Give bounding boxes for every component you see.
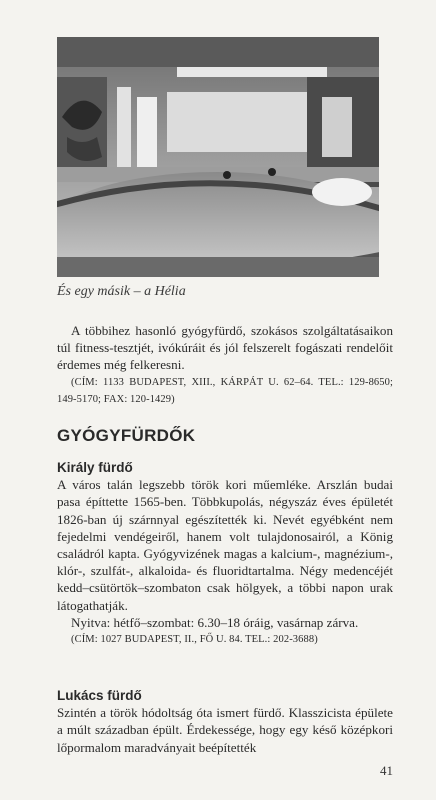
kiraly-paragraph: A város talán legszebb török kori műemléke. Arszlán budai pasa építtette 1565-ben. Többkupolás, négyszáz éves épületét 1826-ban új szárnnyal egészítették ki. Nevét egyébként nem fejedelmi vendégeiről, hanem volt tulajdonosairól, a König családról kapta. Gyógyvizének magas a kalcium-, magnézium-, klór-, szulfát-, alkaloida- és fluoridtartalma. Négy medencéjét kedd–csütörtök–szombaton csak hölgyek, a többi napon urak látogathatják.	[57, 477, 393, 613]
page-number: 41	[380, 763, 393, 778]
kiraly-hours: Nyitva: hétfő–szombat: 6.30–18 óráig, vasárnap zárva.	[71, 614, 359, 630]
lukacs-paragraph: Szintén a török hódoltság óta ismert fürdő. Klasszicista épülete a múlt században épült. Érdekessége, hogy egy késő középkori lőpormalom maradványait beépítették	[57, 705, 393, 755]
kiraly-block	[57, 459, 393, 648]
intro-address: (CÍM: 1133 BUDAPEST, XIII., KÁRPÁT U. 62–64. TEL.: 129-8650; 149-5170; FAX: 120-1429)	[57, 376, 393, 405]
lukacs-block	[57, 687, 393, 756]
indoor-pool-image	[57, 37, 379, 277]
lukacs-title: Lukács fürdő	[57, 688, 142, 703]
section-title: GYÓGYFÜRDŐK	[57, 426, 196, 445]
intro-block	[57, 322, 393, 408]
kiraly-address: (CÍM: 1027 BUDAPEST, II., FŐ U. 84. TEL.: 202-3688)	[71, 634, 318, 646]
pool-photo	[57, 37, 379, 277]
kiraly-title: Király fürdő	[57, 460, 133, 475]
intro-paragraph: A többihez hasonló gyógyfürdő, szokásos szolgáltatásaikon túl fitness-tesztjét, ivókúráit és jól felszerelt fogászati rendelőit érdemes még felkeresni.	[57, 323, 393, 373]
photo-caption: És egy másik – a Hélia	[57, 284, 186, 299]
